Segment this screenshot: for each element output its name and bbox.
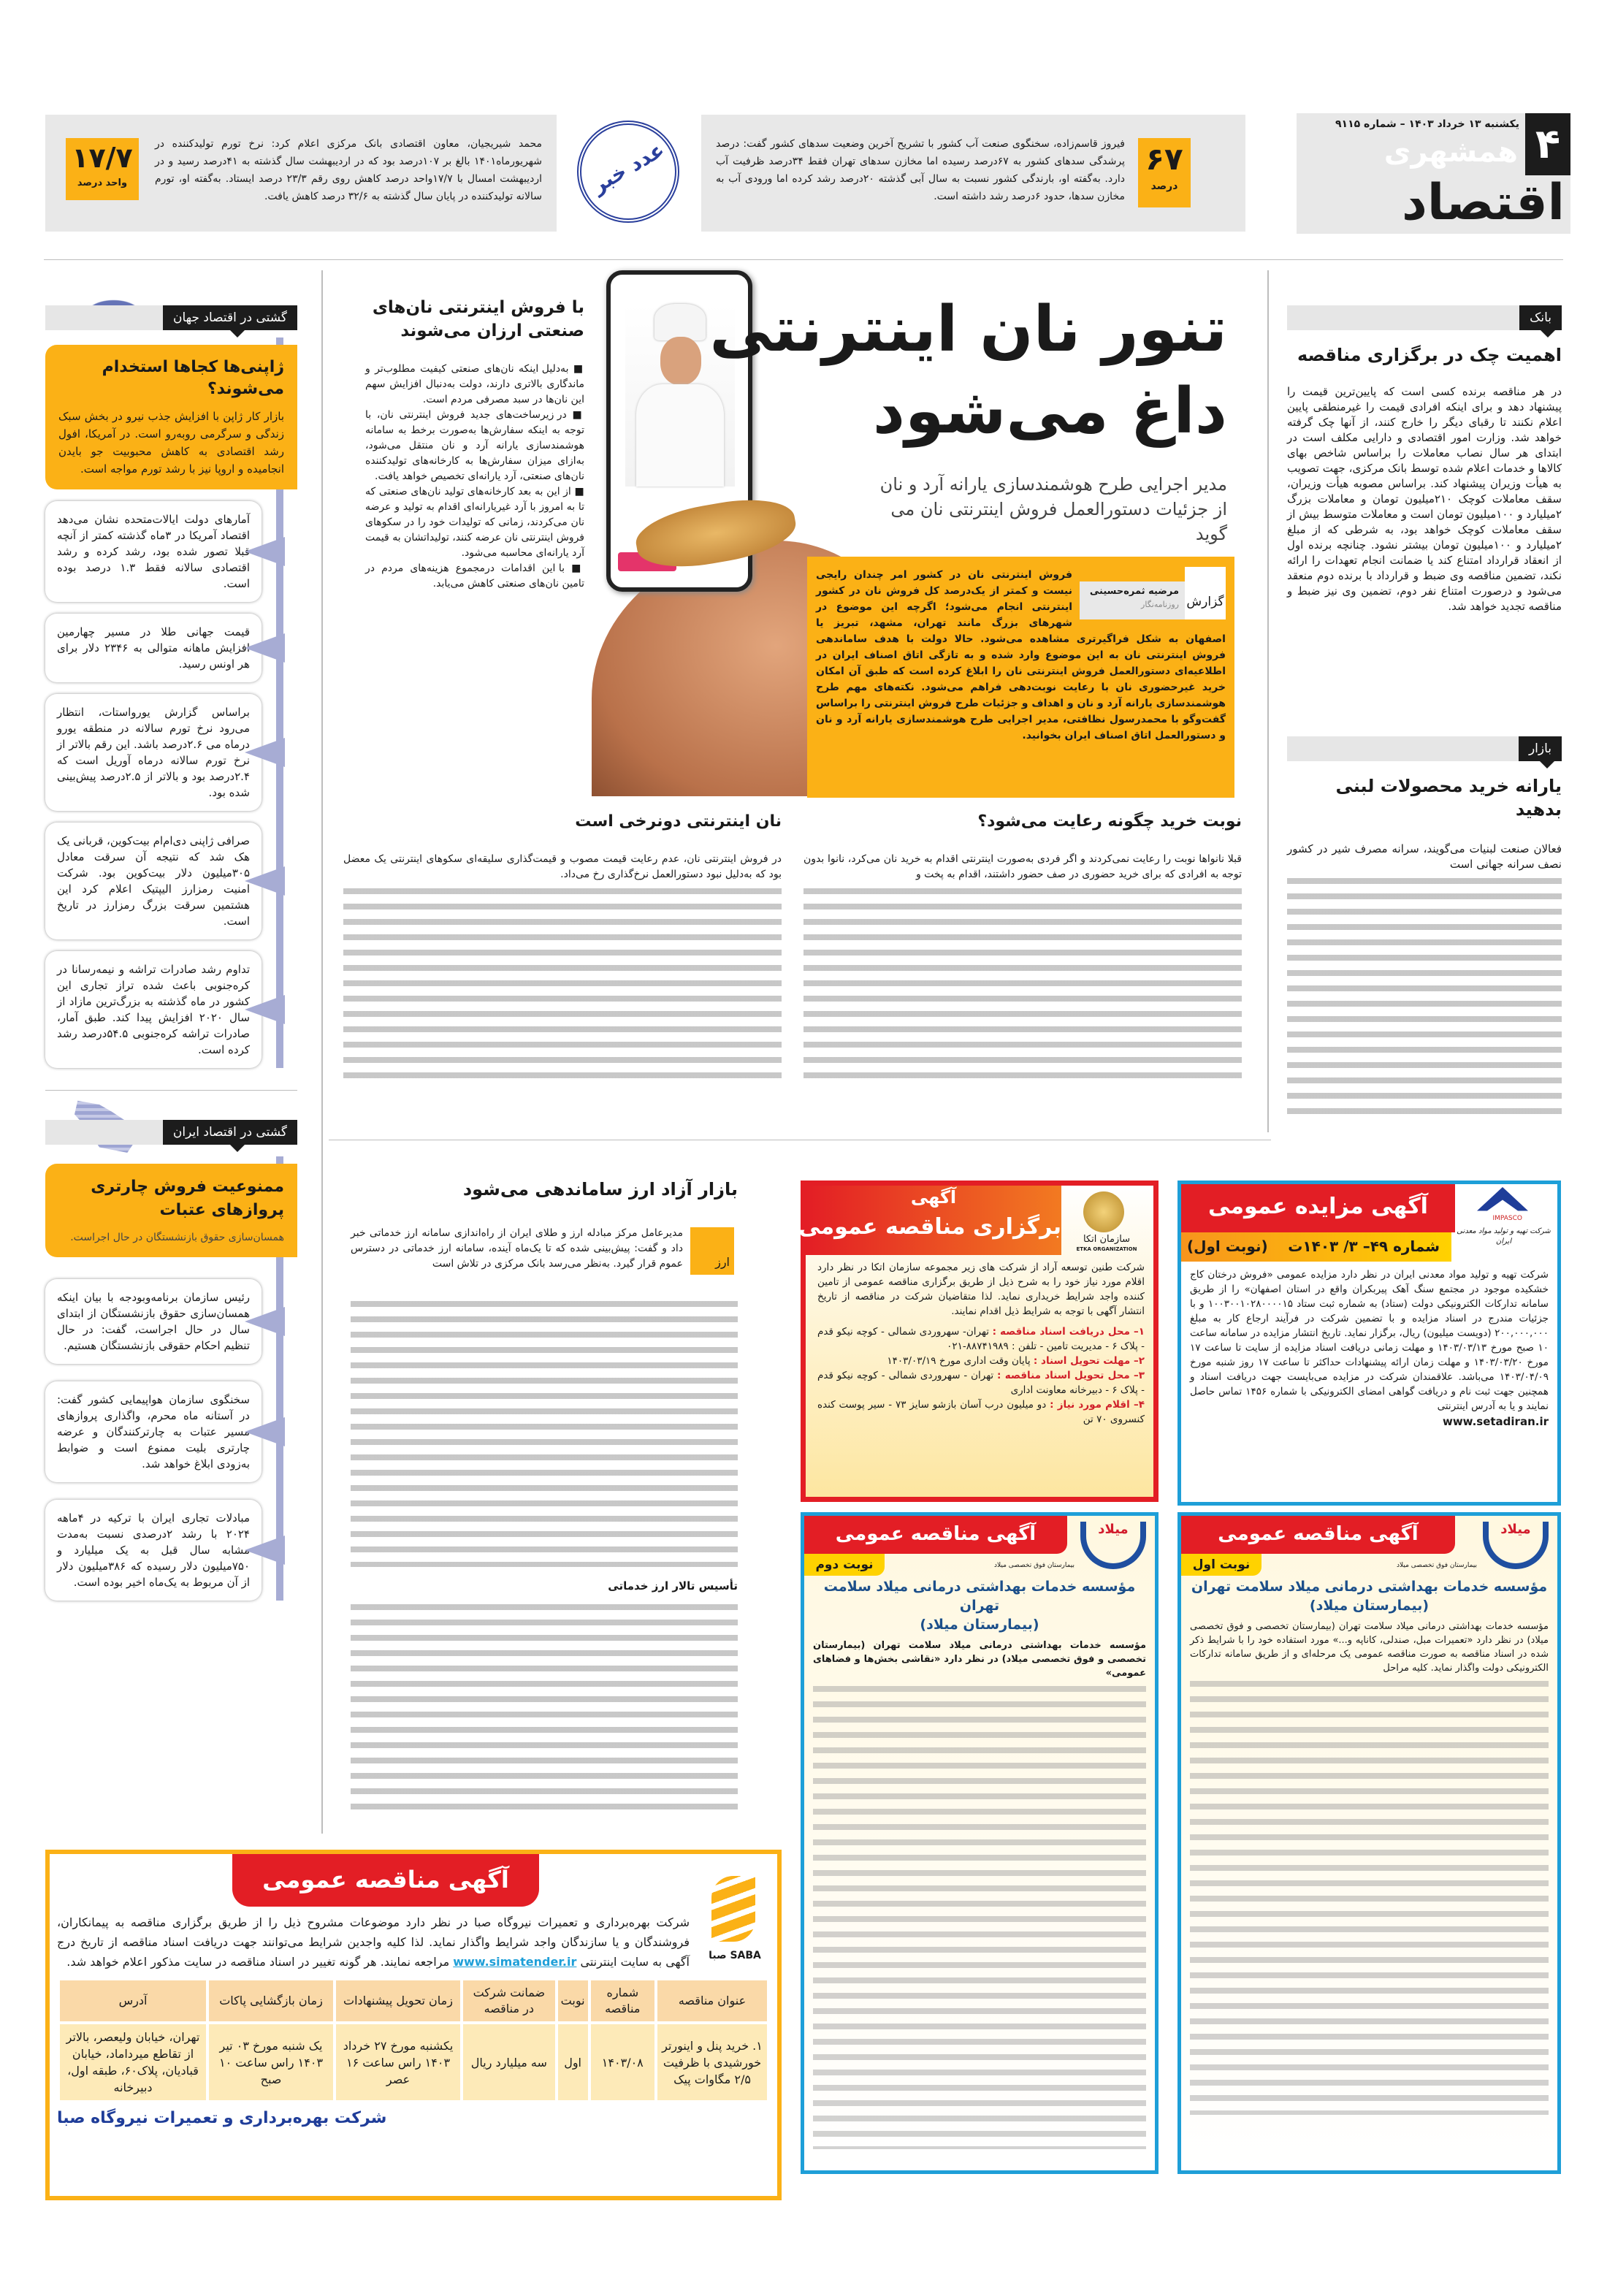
- article-body: در هر مناقصه برنده کسی است که پایین‌ترین قیمت را پیشنهاد دهد و برای اینکه افرادی قیمت را غیرمنطقی پایین اعلام نکنند تا رقبای دیگر را خارج کنند، از آنها چک گرفته خواهد شد. وزارت امور اقتصادی و دارایی مکلف است در ابتدای هر سال نصاب معاملات را براساس شاخص بهای کالاها و خدمات اعلام شده توسط بانک مرکزی، جهت تصویب به هیأت وزیران پیشنهاد کند. براساس مصوبه هیأت وزیران، سقف معاملات کوچک ۲۱۰میلیون تومان و معاملات بزرگ ۲میلیارد و ۱۰۰میلیون تومان است و معاملات متوسط بیش از سقف معاملات کوچک خواهد بود، به شرطی که از مبلغ ۲میلیارد و ۱۰۰میلیون تومان بیشتر نشود. چنانچه برنده اول از انعقاد قرارداد امتناع کند یا ضمانت انجام تعهدات را ارائه نکند، تضمین مناقصه وی ضبط و قرارداد با برنده دوم منعقد می‌شود و درصورت امتناع نفر دوم، تضمین وی نیز ضبط و مناقصه تجدید خواهد شد.: [1287, 385, 1562, 613]
- logo-sub: بیمارستان فوق تخصصی میلاد: [994, 1562, 1074, 1569]
- ad-title: آگهی: [910, 1187, 957, 1208]
- ad-round: (نوبت اول): [1187, 1237, 1268, 1255]
- ad-header: [232, 1854, 539, 1907]
- divider: [45, 1090, 297, 1091]
- ad-etka: [798, 1181, 1159, 1502]
- number-value: ۶۷: [1145, 141, 1183, 177]
- table-header-row: [60, 1980, 767, 2021]
- column-header: آدرس: [60, 1980, 206, 2021]
- column-header: زمان بازگشایی پاکات: [209, 1980, 333, 2021]
- number-unit: واحد درصد: [77, 178, 128, 188]
- bullet-item: ■ در زیرساخت‌های جدید فروش اینترنتی نان، با توجه به اینکه سفارش‌ها به‌صورت برخط به سامانه هوشمندسازی یارانه آرد و نان منتقل می‌شود، به‌ازای میزان سفارش‌ها به کارخانه‌های تولیدکننده نان‌های صنعتی، آرد یارانه‌ای تخصیص خواهد یافت.: [365, 408, 584, 484]
- number-value: ۱۷/۷: [72, 142, 133, 174]
- news-item-text: مبادلات تجاری ایران با ترکیه در ۴ماهه ۲۰۲۴ با رشد ۲درصدی نسبت به‌مدت مشابه سال قبل به یک میلیارد و ۷۵۰میلیون دلار رسیده که ۳۸۶میلیون دلار از آن مربوط به یک‌ماه اخیر بوده است.: [57, 1511, 250, 1589]
- sidebar-title: با فروش اینترنتی نان‌های صنعتی ارزان می‌شوند: [372, 298, 584, 340]
- etka-logo: [1083, 1191, 1124, 1232]
- number-text: محمد شیریجیان، معاون اقتصادی بانک مرکزی اعلام کرد: نرخ تورم تولیدکننده در شهریورماه۱۴۰۱ بالغ بر ۱۰۷درصد بود که در اردیبهشت سال گذشته به ۴۱درصد رسید و در اردیبهشت امسال با ۱۷/۷واحد درصد کاهش روی رقم ۲۳/۳ درصد ایستاد. به‌گفته او، تورم سالانه تولیدکننده در پایان سال گذشته به ۳۲/۶ درصد کاهش یافت.: [155, 138, 542, 202]
- main-headline: [709, 289, 1227, 452]
- ad-content: [813, 1577, 1146, 2149]
- section-tag: بازار: [1519, 736, 1562, 761]
- column-header: شماره مناقصه: [591, 1980, 654, 2021]
- section-block: [804, 811, 1242, 1081]
- outro-text: مراجعه نمایند. هر گونه تغییر در اسناد مناقصه در سایت مذکور اعلام خواهد شد.: [66, 1955, 450, 1969]
- article-right-1: [1287, 343, 1562, 614]
- news-item-text: تداوم رشد صادرات تراشه و نیمه‌رسانا در کره‌جنوبی باعث شده تراز تجاری این کشور در ماه گذشته به بزرگ‌ترین مازاد از سال ۲۰۲۰ افزایش پیدا کند. طبق آمار، صادرات تراشه کره‌جنوبی ۵۴.۵درصد رشد کرده است.: [57, 963, 250, 1056]
- item-text: تهران- سهروردی شمالی - کوچه نیکو قدم - پلاک ۶ - مدیریت تامین - تلفن : ۸۸۷۴۱۹۸۹-۰۲۱: [817, 1326, 1145, 1352]
- headline-line: تنور نان اینترنتی: [709, 293, 1227, 366]
- timeline-pointer: [245, 1307, 285, 1336]
- logo-text: صبا SABA: [709, 1950, 761, 1961]
- article-right-2: [1287, 774, 1562, 1115]
- ad-round: نوبت اول: [1181, 1554, 1261, 1576]
- iran-feature: [45, 1164, 297, 1257]
- date-issue: یکشنبه ۱۳ خرداد ۱۴۰۳ – شماره ۹۱۱۵: [1335, 118, 1519, 130]
- ad-header: [1181, 1516, 1455, 1554]
- sidebar: [365, 296, 584, 592]
- timeline-pointer: [245, 1536, 285, 1565]
- news-item-text: رئیس سازمان برنامه‌وبودجه با بیان اینکه همسان‌سازی حقوق بازنشستگان از ابتدای سال در حال اجراست، گفت: در حال تنظیم احکام حقوقی بازنشستگان هستیم.: [57, 1291, 250, 1352]
- ad-subheader: [1181, 1232, 1451, 1262]
- page-number: ۴: [1525, 113, 1570, 175]
- number-unit: درصد: [1150, 180, 1178, 192]
- table-cell: ۱. خرید پنل و اینورتر خورشیدی با ظرفیت ۲/۵ مگاوات پیک: [657, 2024, 767, 2100]
- item-label: ۴– اقلام مورد نیاز :: [1050, 1399, 1145, 1411]
- ad-org-sub: (بیمارستان میلاد): [920, 1617, 1039, 1633]
- bullet-item: ■ به‌دلیل اینکه نان‌های صنعتی کیفیت مطلوب‌تر و ماندگاری بالاتری دارند، دولت به‌دنبال افزایش سهم این نان‌ها در سبد مصرفی مردم است.: [365, 362, 584, 408]
- iran-timeline: [45, 1164, 297, 1601]
- bullet-item: ■ با این اقدامات درمجموع هزینه‌های مردم در تامین نان‌های صنعتی کاهش می‌یابد.: [365, 561, 584, 592]
- section-header-bazaar: [1287, 736, 1562, 761]
- byline-block: [1080, 567, 1226, 619]
- report-label: گزارش: [1185, 567, 1226, 619]
- timeline-pointer: [245, 995, 285, 1024]
- news-item-text: سخنگوی سازمان هواپیمایی کشور گفت: در آستانه ماه محرم، واگذاری پروازهای مسیر عتبات به چارترکنندگان و عرضه چارتری بلیت ممنوع است و ضوابط به‌زودی ابلاغ خواهد شد.: [57, 1393, 250, 1471]
- arz-body-lines: [351, 1297, 738, 1567]
- number-badge: [1138, 138, 1191, 207]
- ad-header: [1181, 1184, 1455, 1232]
- divider: [44, 259, 1563, 260]
- item-label: ۲– مهلت تحویل اسناد :: [1033, 1355, 1145, 1367]
- ad-content: [1190, 1577, 1549, 2115]
- section-header-world: [45, 305, 297, 330]
- section-tag: گشتی در اقتصاد ایران: [163, 1120, 297, 1145]
- feature-title: ممنوعیت فروش چارتری پروازهای عتبات: [91, 1178, 284, 1219]
- logo-text: سازمان اتکا: [1083, 1234, 1131, 1245]
- item-text: تهران - سهروردی شمالی - کوچه نیکو قدم - پلاک ۶ - دبیرخانه معاونت اداری: [817, 1370, 1145, 1396]
- byline: [1080, 581, 1185, 619]
- sidebar-bullets: [365, 362, 584, 592]
- ad-org: مؤسسه خدمات بهداشتی درمانی میلاد سلامت تهران: [823, 1579, 1136, 1614]
- item-text: پایان وقت اداری مورخ ۱۴۰۳/۰۳/۱۹: [887, 1355, 1031, 1367]
- intro-text: شرکت بهره‌برداری و تعمیرات نیروگاه صبا در نظر دارد موضوعات مشروح ذیل را از طریق برگزاری مناقصه به پیمانکاران، فروشندگان و یا سازندگان واجد شرایط واگذار نماید. لذا کلیه واجدین شرایط می‌توانند جهت دریافت اسناد مناقصه از تاریخ درج آگهی به سایت اینترنتی: [57, 1915, 690, 1969]
- news-item-text: صرافی ژاپنی دی‌ام‌ام بیت‌کوین، قربانی یک هک شد که نتیجه آن سرقت معادل ۳۰۵میلیون دلار بیت‌کوین بود. شرکت امنیت رمزارز الیپتیک اعلام کرد این هشتمین سرقت بزرگ رمزارز در تاریخ است.: [57, 834, 250, 928]
- stamp-number-news: [577, 121, 679, 223]
- author-role: روزنامه‌نگار: [1141, 600, 1179, 609]
- timeline-pointer: [245, 633, 285, 663]
- timeline-pointer: [245, 1417, 285, 1446]
- feature-body: بازار کار ژاپن با افزایش جذب نیرو در بخش سبک زندگی و سرگرمی روبه‌رو است. در آمریکا، افول رشد اقتصادی به کاهش محبوبیت جو بایدن انجامیده و اروپا نیز با رشد تورم مواجه است.: [58, 410, 284, 476]
- ad-content: [817, 1260, 1145, 1427]
- divider: [321, 270, 323, 1834]
- stamp-text: عدد خبر: [587, 137, 669, 198]
- news-item: [45, 823, 262, 939]
- arz-subtitle: تأسیس تالار ارز خدماتی: [608, 1579, 738, 1593]
- ad-footer: شرکت بهره‌برداری و تعمیرات نیروگاه صبا: [57, 2109, 387, 2127]
- section-body: در فروش اینترنتی نان، عدم رعایت قیمت مصوب و قیمت‌گذاری سلیقه‌ای سکوهای اینترنتی یک معضل بود که به‌دلیل نبود دستورالعمل نرخ‌گذاری رخ می‌داد.: [343, 853, 782, 880]
- news-item-text: قیمت جهانی طلا در مسیر چهارمین افزایش ماهانه متوالی به ۲۳۴۶ دلار برای هر اونس رسید.: [57, 625, 250, 671]
- tender-table: [57, 1977, 770, 2103]
- ad-body: شرکت تهیه و تولید مواد معدنی ایران در نظر دارد مزایده عمومی «فروش درختان کاج خشکیده موجود در مجتمع سنگ آهک پیربکران واقع در استان اصفهان» را از طریق سامانه تدارکات الکترونیکی دولت (ستاد) به شماره ثبت ستاد ۱۰۰۳۰۰۱۰۲۸۰۰۰۰۱۵ و با جزئیات مندرج در اسناد مزایده و با تضمین شرکت در فرآیند ارجاع کار به مبلغ ۲۰۰,۰۰۰,۰۰۰ (دویست میلیون) ریال، برگزار نماید. تاریخ انتشار مزایده در سامانه ساعت ۱۰ صبح مورخ ۱۴۰۳/۰۳/۱۳ و مهلت زمانی دریافت اسناد مزایده از سایت تا ساعت ۱۷ مورخ ۱۴۰۳/۰۳/۲۰ و مهلت زمان ارائه پیشنهادات حداکثر تا ساعت ۱۷ روز شنبه مورخ ۱۴۰۳/۰۴/۰۹ می‌باشد. علاقمندان شرکت در مزایده می‌بایست جهت دریافت اسناد و همچنین جهت ثبت نام و دریافت گواهی امضای الکترونیکی با شماره ۱۴۵۶ تماس حاصل نمایند و یا به آدرس اینترنتی: [1190, 1269, 1549, 1412]
- feature-body: همسان‌سازی حقوق بازنشستگان در حال اجراست.: [70, 1232, 284, 1243]
- ad-title: آگهی مناقصه عمومی: [262, 1866, 509, 1893]
- timeline-pointer: [245, 537, 285, 566]
- table-cell: سه میلیارد ریال: [463, 2024, 555, 2100]
- article-title: یارانه خرید محصولات لبنی بدهید: [1335, 776, 1562, 820]
- ad-title: برگزاری مناقصه عمومی: [798, 1214, 1061, 1240]
- number-news-box-2: [45, 115, 557, 232]
- author-name: مرضیه ثمره‌حسینی: [1089, 586, 1179, 597]
- ad-saba: [45, 1850, 782, 2200]
- news-item-text: آمارهای دولت ایالات‌متحده نشان می‌دهد اقتصاد آمریکا در ۳ماه گذشته کمتر از آنچه قبلا تصور شده بود، رشد کرده و رشد اقتصادی سالانه فقط ۱.۳ درصد بوده است.: [57, 513, 251, 590]
- ad-body-lines: [1190, 1677, 1549, 2115]
- article-body-lines: [1287, 874, 1562, 1115]
- column-header: ضمانت شرکت در مناقصه: [463, 1980, 555, 2021]
- ad-org-sub: (بیمارستان میلاد): [1309, 1598, 1429, 1614]
- section-header-bank: [1287, 305, 1562, 330]
- ad-milad-round-2: [801, 1512, 1159, 2174]
- ad-title: آگهی مناقصه عمومی: [835, 1523, 1037, 1545]
- arz-article: [351, 1226, 683, 1272]
- milad-logo: میلاد: [1080, 1522, 1146, 1569]
- arz-body: مدیرعامل مرکز مبادله ارز و طلای ایران از راه‌اندازی سامانه ارز خدماتی خبر داد و گفت: پیش‌بینی شده که تا یک‌ماه آینده، سامانه ارز خدماتی در دسترس عموم قرار گیرد. به‌نظر می‌رسد بانک مرکزی در تلاش است: [351, 1227, 683, 1270]
- headline-line: داغ می‌شود: [872, 375, 1227, 448]
- article-title: اهمیت چک در برگزاری مناقصه: [1297, 345, 1562, 365]
- column-header: نوبت: [558, 1980, 588, 2021]
- table-cell: اول: [558, 2024, 588, 2100]
- section-block: [343, 811, 782, 1081]
- section-title: اقتصاد: [1401, 174, 1565, 232]
- masthead: [1297, 113, 1570, 234]
- ad-title: آگهی مناقصه عمومی: [1218, 1523, 1419, 1545]
- ad-title: آگهی مزایده عمومی: [1208, 1194, 1428, 1219]
- section-tag: گشتی در اقتصاد جهان: [163, 305, 297, 330]
- ad-header: [798, 1186, 1061, 1255]
- world-feature: [45, 345, 297, 489]
- logo-text: IMPASCO: [1492, 1215, 1522, 1222]
- ad-url[interactable]: www.setadiran.ir: [1442, 1415, 1549, 1428]
- logo-sub: بیمارستان فوق تخصصی میلاد: [1397, 1562, 1477, 1569]
- iran-header-wrap: [45, 1098, 297, 1149]
- news-item: [45, 951, 262, 1068]
- table-cell: یک شنبه مورخ ۰۳ تیر ۱۴۰۳ راس ساعت ۱۰ صبح: [209, 2024, 333, 2100]
- news-item-text: براساس گزارش یورواستات، انتظار می‌رود نرخ تورم سالانه در منطقه یورو درماه می ۲.۶درصد باشد. این رقم بالاتر از نرخ تورم سالانه درماه آوریل است که ۲.۴درصد بود و بالاتر از ۲.۵درصد پیش‌بینی شده بود.: [57, 706, 251, 799]
- table-cell: تهران، خیابان ولیعصر، بالاتر از تقاطع میرداماد، خیابان قبادیان، پلاک۶۰، طبقه اول، دبیرخانه: [60, 2024, 206, 2100]
- ad-intro: [57, 1912, 690, 1972]
- news-item: [45, 501, 262, 602]
- logo-text-en: ETKA ORGANIZATION: [1076, 1246, 1137, 1252]
- world-header-wrap: [45, 292, 297, 330]
- ad-header: [804, 1516, 1067, 1554]
- lead-text: فروش اینترنتی نان در کشور امر چندان رایجی نیست و کمتر از یک‌درصد کل فروش نان در کشور اینترنتی انجام می‌شود؛ اگرچه این موضوع در شهرهای بزرگ مانند تهران، مشهد، تبریز یا اصفهان به شکل فراگیرتری مشاهده می‌شود. حالا دولت با هدف ساماندهی فروش اینترنتی نان به این موضوع وارد شده و به تازگی اتاق اصناف ایران در اطلاعیه‌ای دستورالعمل فروش اینترنتی نان را ابلاغ کرده است که طبق آن امکان خرید غیرحضوری نان با رعایت نوبت‌دهی فراهم می‌شود. نکته‌های مهم طرح هوشمندسازی یارانه آرد و نان و اهداف و جزئیات طرح فروش اینترنتی را براساس گفت‌وگو با محمدرسول نظافتی، مدیر اجرایی طرح هوشمندسازی یارانه آرد و نان و دستورالعمل اتاق اصناف ایران بخوانید.: [816, 569, 1226, 741]
- ad-url[interactable]: www.simatender.ir: [453, 1955, 577, 1969]
- section-body-lines: [343, 884, 782, 1081]
- arz-title: بازار آزاد ارز ساماندهی می‌شود: [462, 1179, 738, 1200]
- divider: [1267, 270, 1269, 1132]
- number-news-box-1: [701, 115, 1245, 232]
- item-text: دو میلیون درب آسان بازشو سایز ۷۳ - سیر پوست کنده کنسروی ۷۰ تن: [817, 1399, 1145, 1425]
- ad-body: مؤسسه خدمات بهداشتی درمانی میلاد سلامت تهران (بیمارستان تخصصی و فوق تخصصی میلاد) در نظر دارد «نقاشی بخش‌ها و فضاهای عمومی»: [813, 1640, 1146, 1679]
- lead-box: [807, 557, 1234, 798]
- column-header: عنوان مناقصه: [657, 1980, 767, 2021]
- milad-logo: میلاد: [1483, 1522, 1549, 1569]
- bullet-item: ■ از این به بعد کارخانه‌های تولید نان‌های صنعتی که تا به امروز با آرد غیریارانه‌ای اقدام به تولید و عرضه نان می‌کردند، زمانی که تولیدات خود را در سکوهای فروش اینترنتی نان عرضه کنند، تولیداتشان به قیمت آرد یارانه‌ای محاسبه می‌شود.: [365, 484, 584, 561]
- news-item: [45, 1279, 262, 1364]
- ad-number: شماره ۴۹– ۳/ ۱۴۰۳ت: [1288, 1237, 1440, 1255]
- ad-body: مؤسسه خدمات بهداشتی درمانی میلاد سلامت تهران (بیمارستان تخصصی و فوق تخصصی میلاد) در نظر دارد «تعمیرات مبل، صندلی، کاناپه و...» مورد استفاده خود را با شرایط ذکر شده در اسناد مناقصه به صورت مناقصه عمومی یک مرحله‌ای و از طریق سامانه تدارکات الکترونیکی دولت واگذار نماید. کلیه مراحل: [1190, 1621, 1549, 1674]
- left-column: [45, 292, 297, 1601]
- logo-org: شرکت تهیه و تولید مواد معدنی ایران: [1457, 1227, 1551, 1246]
- ad-mazayede: [1177, 1181, 1561, 1506]
- ad-body-lines: [813, 1682, 1146, 2149]
- table-cell: یکشنبه مورخ ۲۷ خرداد ۱۴۰۳ راس ساعت ۱۶ عصر: [336, 2024, 460, 2100]
- section-body: قبلا نانواها نوبت را رعایت نمی‌کردند و اگر فردی به‌صورت اینترنتی اقدام به خرید نان می‌کرد، نانوا بدون توجه به افرادی که برای خرید حضوری در صف حضور داشتند، اقدام به پخت و: [804, 853, 1242, 880]
- ad-round: نوبت دوم: [804, 1554, 885, 1576]
- number-badge: [66, 138, 139, 200]
- section-tag: بانک: [1519, 305, 1562, 330]
- ad-content: [1190, 1267, 1549, 1430]
- ad-milad-round-1: [1177, 1512, 1561, 2174]
- ad-org: مؤسسه خدمات بهداشتی درمانی میلاد سلامت تهران: [1191, 1579, 1548, 1595]
- ad-intro: شرکت طنین توسعه آراد از شرکت های زیر مجموعه سازمان اتکا در نظر دارد اقلام مورد نیاز خود را به شرح ذیل از طریق برگزاری مناقصه عمومی از تامین کننده واجد شرایط خریداری نماید. لذا متقاضیان شرکت در مناقصه از تاریخ انتشار آگهی با توجه به شرایط ذیل اقدام نمایند.: [817, 1262, 1145, 1317]
- column-header: زمان تحویل پیشنهادات: [336, 1980, 460, 2021]
- number-text: فیروز قاسم‌زاده، سخنگوی صنعت آب کشور با تشریح آخرین وضعیت سدهای کشور گفت: درصد پرشدگی سدهای کشور به ۶۷درصد رسیده اما مخازن سدهای تهران فقط ۳۴درصد ظرفیت آب دارد. به‌گفته او، بارندگی کشور نسبت به سال آبی گذشته ۲۰درصد رشد کرده اما ورودی آب به مخازن سدها، حدود ۶درصد رشد داشته است.: [716, 138, 1125, 202]
- article-body: فعالان صنعت لبنیات می‌گویند، سرانه مصرف شیر در کشور نصف سرانه جهانی است: [1287, 842, 1562, 871]
- section-body-lines: [804, 884, 1242, 1081]
- news-item: [45, 1500, 262, 1601]
- item-label: ۱– محل دریافت اسناد مناقصه :: [992, 1326, 1145, 1338]
- timeline-pointer: [245, 738, 285, 767]
- table-cell: ۱۴۰۳/۰۸: [591, 2024, 654, 2100]
- arz-body-lines: [351, 1600, 738, 1819]
- main-subhead: مدیر اجرایی طرح هوشمندسازی یارانه آرد و نان از جزئیات دستورالعمل فروش اینترنتی نان می گوید: [879, 474, 1227, 544]
- section-title: نوبت خرید چگونه رعایت می‌شود؟: [977, 812, 1242, 831]
- item-label: ۳– محل تحویل اسناد مناقصه :: [997, 1370, 1145, 1381]
- section-header-iran: [45, 1120, 297, 1145]
- section-title: نان اینترنتی دونرخی است: [575, 812, 782, 831]
- timeline-pointer: [245, 866, 285, 896]
- table-row: [60, 2024, 767, 2100]
- feature-title: ژاپنی‌ها کجاها استخدام می‌شوند؟: [102, 358, 284, 398]
- brand-logo: همشهری: [1383, 135, 1518, 169]
- world-timeline: [45, 345, 297, 1068]
- arz-label: ارز: [690, 1227, 734, 1275]
- news-item: [45, 694, 262, 811]
- news-item: [45, 1381, 262, 1482]
- news-item: [45, 614, 262, 682]
- ad-content: [57, 1912, 770, 2129]
